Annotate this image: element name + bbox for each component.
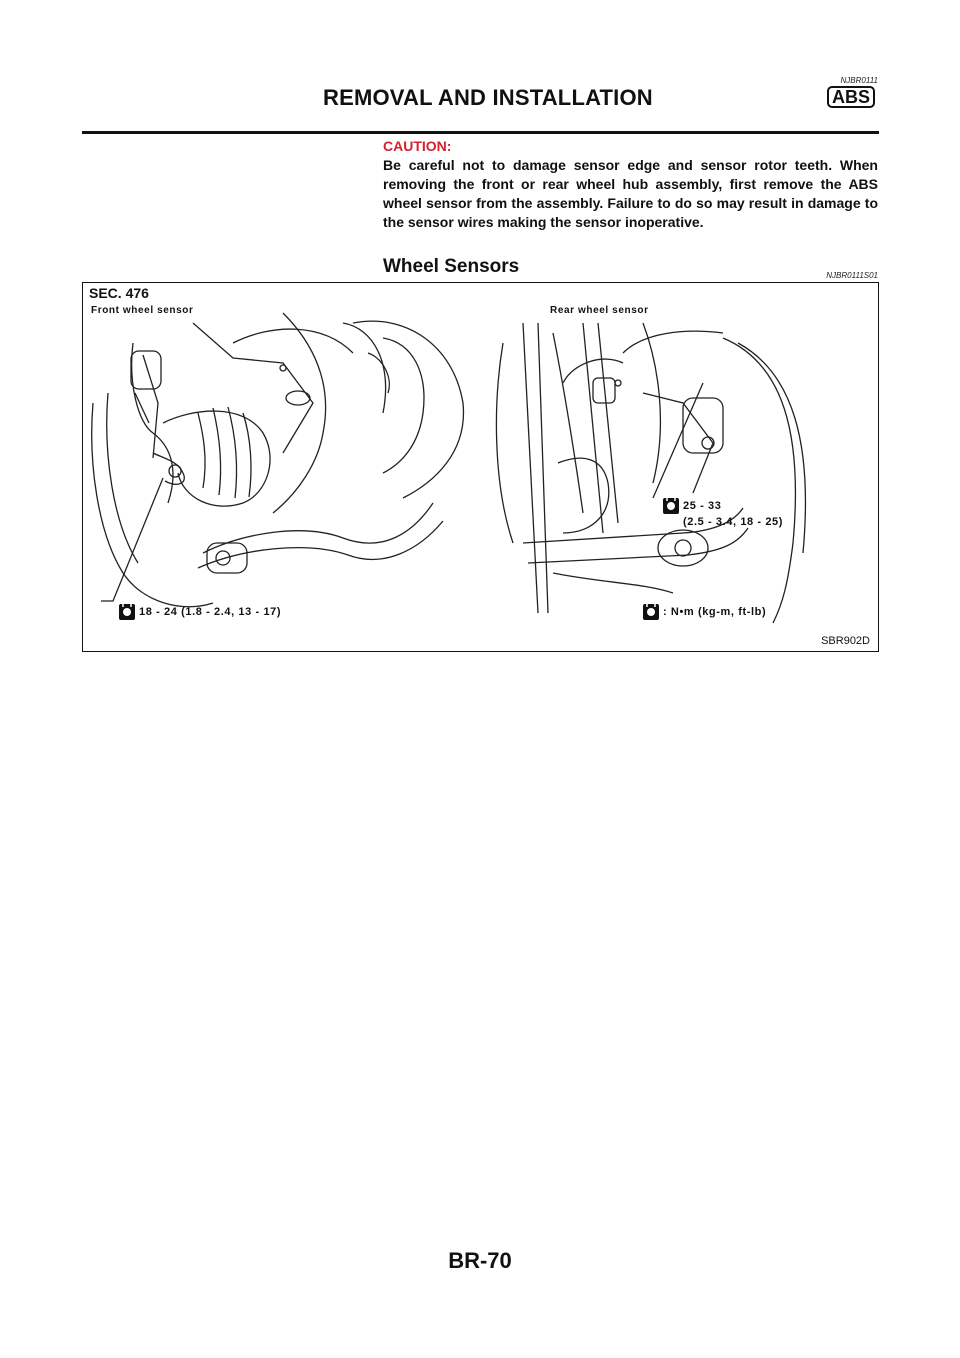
torque-wrench-icon <box>663 498 679 514</box>
caution-label: CAUTION: <box>383 138 452 154</box>
section-title: Wheel Sensors <box>383 256 520 277</box>
rear-torque-spec <box>663 498 721 514</box>
rear-torque-value-line2: (2.5 - 3.4, 18 - 25) <box>683 516 784 528</box>
torque-wrench-icon <box>119 604 135 620</box>
abs-badge: ABS <box>827 86 875 108</box>
front-torque-spec <box>119 604 281 620</box>
figure-sec-label: SEC. 476 <box>89 285 149 301</box>
figure-code: SBR902D <box>821 635 870 647</box>
page-title: REMOVAL AND INSTALLATION <box>323 85 653 110</box>
rear-wheel-sensor-label: Rear wheel sensor <box>550 305 649 316</box>
suspension-drawing <box>83 283 878 651</box>
torque-legend-text: : N•m (kg-m, ft-lb) <box>663 605 767 618</box>
front-torque-value: 18 - 24 (1.8 - 2.4, 13 - 17) <box>139 605 282 618</box>
front-wheel-sensor-label: Front wheel sensor <box>91 305 194 316</box>
caution-text: Be careful not to damage sensor edge and sensor rotor teeth. When removing the front or rear wheel hub assembly, first remove the ABS wheel sensor from the assembly. Failure to do so may result in damage to the sensor wires making the sensor inoperative. <box>383 157 878 230</box>
header-rule <box>82 131 879 134</box>
section-ref-code: NJBR0111S01 <box>826 271 878 280</box>
torque-wrench-icon <box>643 604 659 620</box>
rear-torque-value-line1: 25 - 33 <box>683 499 722 512</box>
header-ref-code: NJBR0111 <box>840 76 878 85</box>
torque-legend <box>643 604 766 620</box>
page-number: BR-70 <box>448 1248 512 1273</box>
figure-wheel-sensors <box>82 282 879 652</box>
